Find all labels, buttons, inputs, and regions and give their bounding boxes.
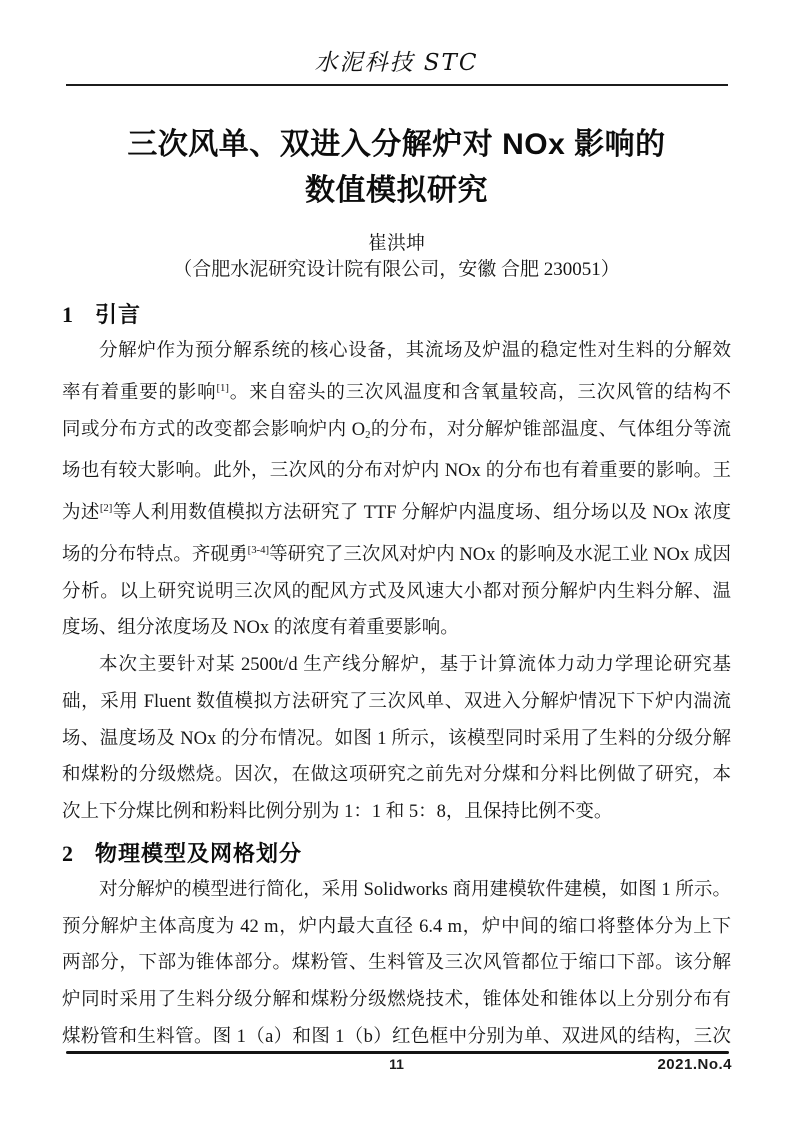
page-number: 11 [389,1056,404,1072]
paragraph [62,872,731,1056]
body-line: 场、温度场及 NOx 的分布情况。如图 1 所示，该模型同时采用了生料的分级分解 [62,728,731,749]
body-line: 对分解炉的模型进行简化，采用 Solidworks 商用建模软件建模，如图 1 所示。 [99,879,731,900]
journal-title: 水泥科技 STC [314,50,479,76]
body-line: 同或分布方式的改变都会影响炉内 $O_2$的分布，对分解炉锥部温度、气体组分等流 [62,419,731,441]
title-line-1: 三次风单、双进入分解炉对 NOx 影响的 [127,128,666,161]
body-line: 础，采用 Fluent 数值模拟方法研究了三次风单、双进入分解炉情况下下炉内湍流 [62,691,731,712]
body-line: 煤粉管和生料管。图 1（a）和图 1（b）红色框中分别为单、双进风的结构，三次 [62,1026,731,1047]
body-line: 场也有较大影响。此外，三次风的分布对炉内 NOx 的分布也有着重要的影响。王 [62,461,731,482]
article-title [0,122,793,214]
section-heading [62,296,731,333]
section-number: 2 [62,840,73,866]
superscript-citation: [2] [99,502,113,514]
body-line: 炉同时采用了生料分级分解和煤粉分级燃烧技术，锥体处和锥体以上分别分布有 [62,990,731,1010]
title-line-2: 数值模拟研究 [305,174,488,207]
body-line: 分解炉作为预分解系统的核心设备，其流场及炉温的稳定性对生料的分解效 [99,341,731,361]
body-line: 分析。以上研究说明三次风的配风方式及风速大小都对预分解炉内生料分解、温 [62,581,731,602]
author-name: 崔洪坤 [367,233,425,254]
body-line: 场的分布特点。齐砚勇[3-4]等研究了三次风对炉内 NOx 的影响及水泥工业 NOx 成因 [62,543,731,565]
footer-divider [66,1051,729,1054]
body-line: 率有着重要的影响[1]。来自窑头的三次风温度和含氧量较高，三次风管的结构不 [62,381,731,403]
subscript: 2 [365,428,371,441]
article-body [62,296,731,1056]
section-title: 物理模型及网格划分 [95,840,303,866]
body-line: 和煤粉的分级燃烧。因次，在做这项研究之前先对分煤和分料比例做了研究，本 [62,765,731,786]
body-line: 预分解炉主体高度为 42 m，炉内最大直径 6.4 m，炉中间的缩口将整体分为上下 [62,916,731,937]
superscript-citation: [3-4] [247,543,270,556]
section-number: 1 [62,302,73,327]
section-2 [62,835,731,1056]
affiliation: （合肥水泥研究设计院有限公司，安徽 合肥 230051） [173,259,620,280]
body-line: 为述[2]等人利用数值模拟方法研究了 TTF 分解炉内温度场、组分场以及 NOx 浓度 [62,502,731,523]
section-title: 引言 [95,302,142,327]
issue-label: 2021.No.4 [657,1056,732,1073]
section-heading [62,835,731,872]
body-line: 次上下分煤比例和粉料比例分别为 1：1 和 5：8，且保持比例不变。 [62,802,613,822]
header-divider [66,84,728,86]
section-1 [62,296,731,831]
body-line: 度场、组分浓度场及 NOx 的浓度有着重要影响。 [62,618,459,639]
paragraph [62,333,731,647]
body-line: 两部分，下部为锥体部分。煤粉管、生料管及三次风管都位于缩口下部。该分解 [62,953,731,974]
body-line: 本次主要针对某 2500t/d 生产线分解炉，基于计算流体力动力学理论研究基 [99,655,731,675]
paragraph [62,647,731,831]
superscript-citation: [1] [216,381,229,394]
